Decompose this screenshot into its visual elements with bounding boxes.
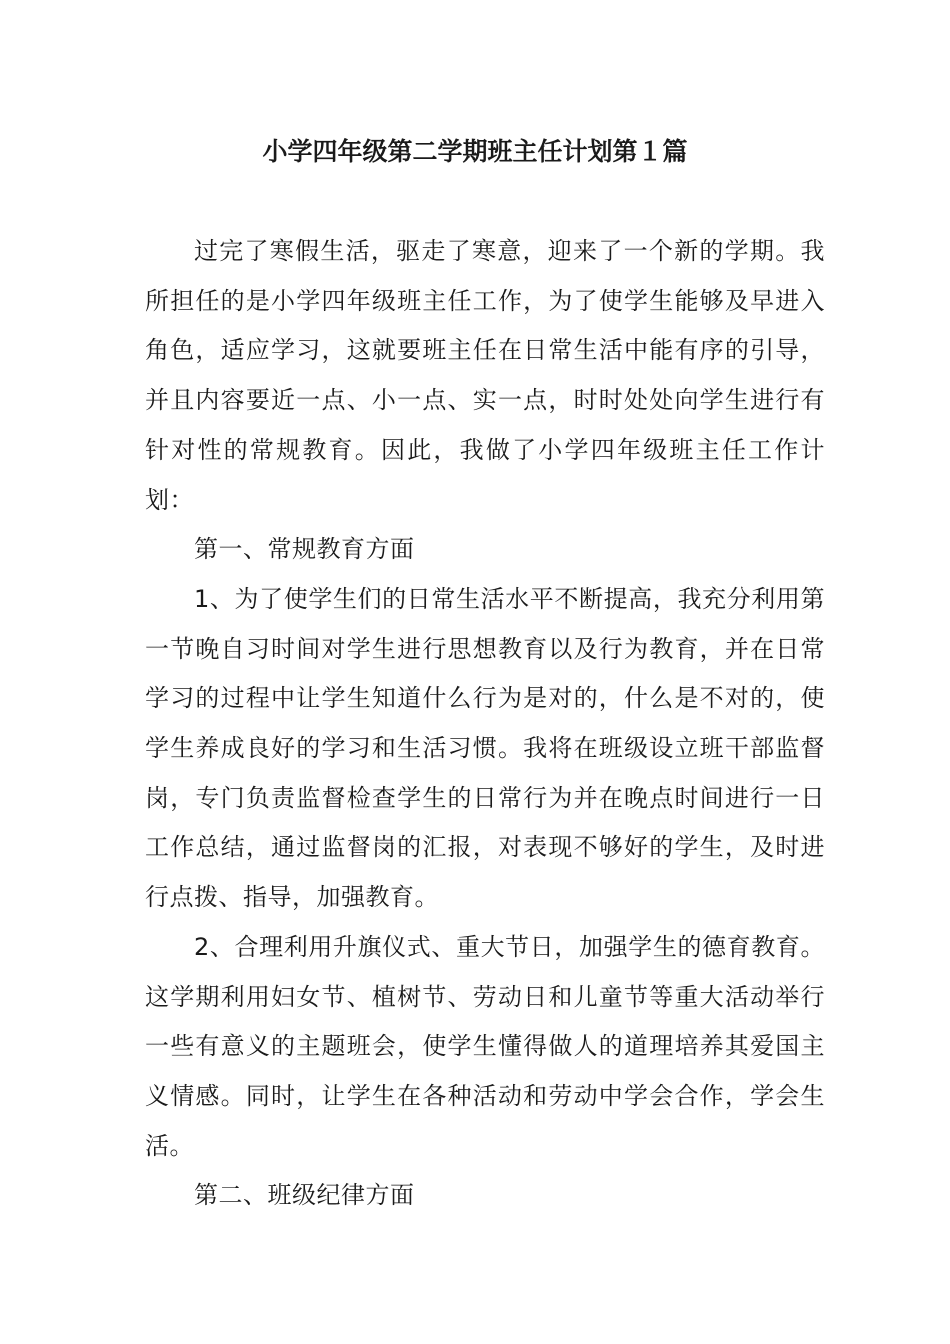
section-heading-routine-education: 第一、常规教育方面 bbox=[194, 535, 415, 564]
document-title: 小学四年级第二学期班主任计划第１篇 bbox=[262, 137, 688, 166]
section-heading-class-discipline: 第二、班级纪律方面 bbox=[194, 1181, 415, 1210]
paragraph-intro: 过完了寒假生活，驱走了寒意，迎来了一个新的学期。我所担任的是小学四年级班主任工作，为了使学生能够及早进入角色，适应学习，这就要班主任在日常生活中能有序的引导，并且内容要近一点、小一点、实一点，时时处处向学生进行有针对性的常规教育。因此，我做了小学四年级班主任工作计划： bbox=[145, 237, 825, 514]
paragraph-item-1: 1、为了使学生们的日常生活水平不断提高，我充分利用第一节晚自习时间对学生进行思想教育以及行为教育，并在日常学习的过程中让学生知道什么行为是对的，什么是不对的，使学生养成良好的学习和生活习惯。我将在班级设立班干部监督岗，专门负责监督检查学生的日常行为并在晚点时间进行一日工作总结，通过监督岗的汇报，对表现不够好的学生，及时进行点拨、指导，加强教育。 bbox=[145, 584, 825, 912]
paragraph-item-2: 2、合理利用升旗仪式、重大节日，加强学生的德育教育。这学期利用妇女节、植树节、劳动日和儿童节等重大活动举行一些有意义的主题班会，使学生懂得做人的道理培养其爱国主义情感。同时，让学生在各种活动和劳动中学会合作，学会生活。 bbox=[145, 932, 825, 1160]
document-body bbox=[145, 227, 825, 1221]
